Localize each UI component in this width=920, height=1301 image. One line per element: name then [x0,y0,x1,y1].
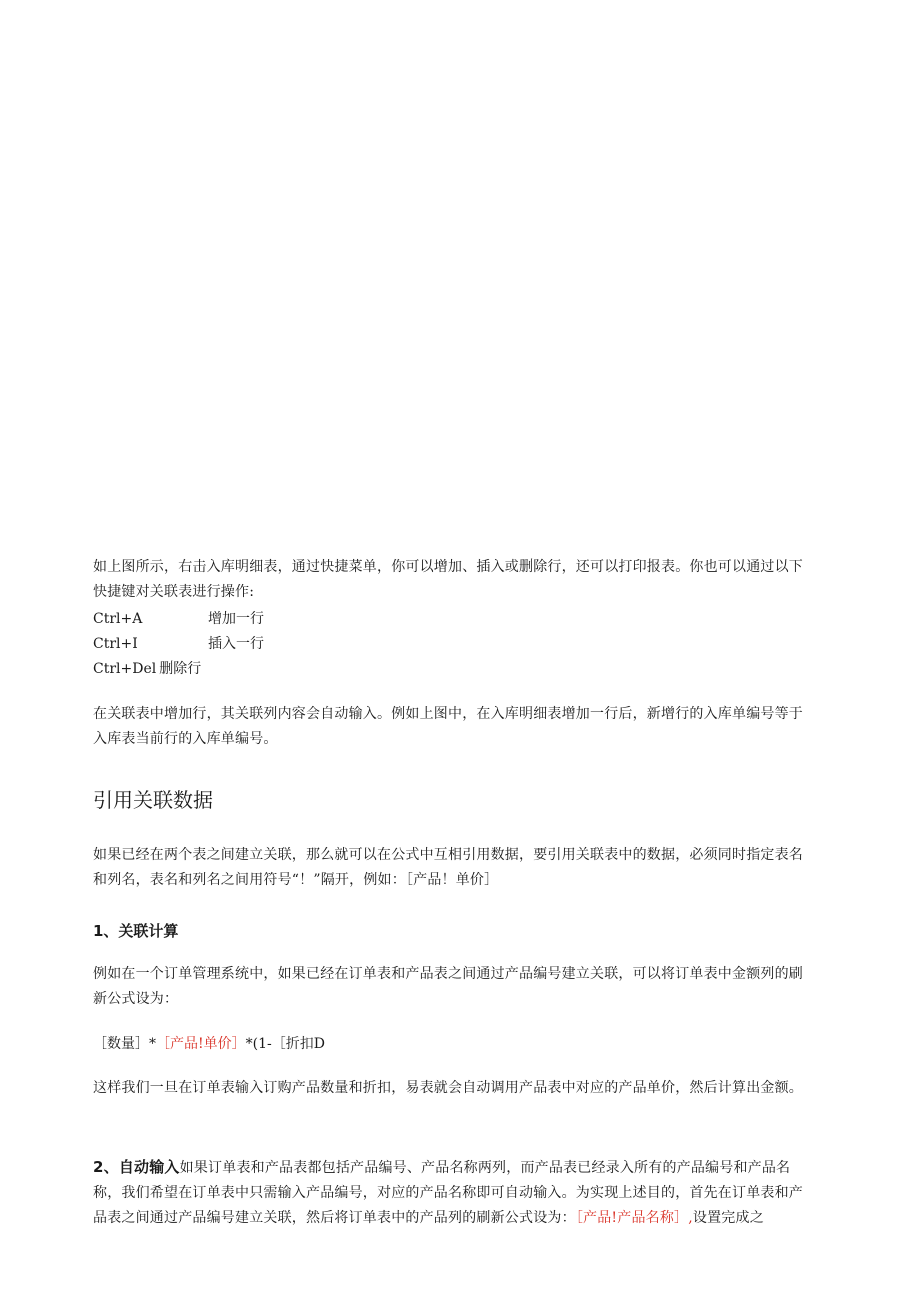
shortcut-action: 删除行 [159,661,202,677]
formula [93,1033,325,1055]
shortcut-row [93,659,201,679]
item1-result: 这样我们一旦在订单表输入订购产品数量和折扣，易表就会自动调用产品表中对应的产品单价，然后计算出金额。 [93,1080,803,1096]
section-intro: 如果已经在两个表之间建立关联，那么就可以在公式中互相引用数据，要引用关联表中的数据，必须同时指定表名和列名，表名和列名之间用符号“！”隔开，例如：［产品！单价］ [93,847,803,888]
formula-highlight: ［产品!单价］ [156,1036,246,1052]
formula-part: *(1-［折扣D [245,1036,325,1052]
item1-title: 1、关联计算 [93,922,179,940]
item2-formula-highlight: ［产品!产品名称］, [575,1210,693,1226]
auto-input-note: 在关联表中增加行，其关联列内容会自动输入。例如上图中，在入库明细表增加一行后，新增行的入库单编号等于入库表当前行的入库单编号。 [93,706,803,747]
item2-text: 如果订单表和产品表都包括产品编号、产品名称两列，而产品表已经录入所有的产品编号和产品名称，我们希望在订单表中只需输入产品编号，对应的产品名称即可自动输入。为实现上述目的，首先在订单表和产品表之间通过产品编号建立关联，然后将订单表中的产品列的刷新公式设为： [93,1160,803,1226]
intro-paragraph: 如上图所示，右击入库明细表，通过快捷菜单，你可以增加、插入或删除行，还可以打印报表。你也可以通过以下快捷键对关联表进行操作: [93,559,803,600]
formula-part: ［数量］* [93,1036,156,1052]
item1-desc: 例如在一个订单管理系统中，如果已经在订单表和产品表之间通过产品编号建立关联，可以将订单表中金额列的刷新公式设为： [93,966,803,1007]
shortcut-key: Ctrl+A [93,611,143,627]
shortcut-key: Ctrl+Del [93,661,157,677]
item2-paragraph [93,1155,815,1231]
section-title: 引用关联数据 [93,788,213,812]
item2-title: 2、自动输入 [93,1158,180,1176]
item2-text-tail: 设置完成之 [692,1210,764,1226]
shortcut-row [93,634,264,654]
shortcut-action: 增加一行 [208,611,264,627]
shortcut-action: 插入一行 [208,636,264,652]
shortcut-row [93,609,264,629]
shortcut-key: Ctrl+I [93,636,138,652]
